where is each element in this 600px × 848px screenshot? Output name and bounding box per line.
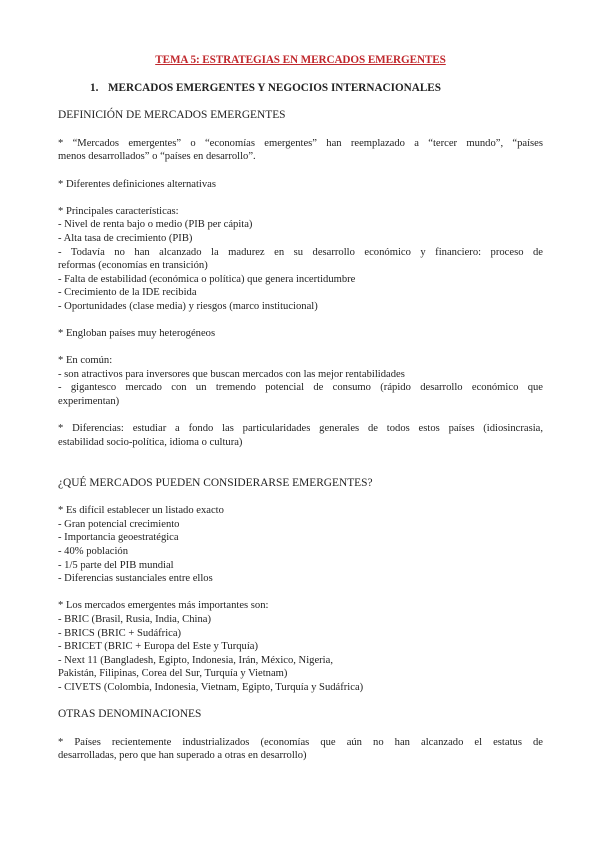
caracteristicas-block: [58, 205, 543, 314]
otras-heading: OTRAS DENOMINACIONES: [58, 708, 202, 721]
definiciones-alternativas: * Diferentes definiciones alternativas: [58, 178, 216, 190]
importantes-item: Pakistán, Filipinas, Corea del Sur, Turquía y Vietnam): [58, 668, 288, 680]
importantes-item: - BRICS (BRIC + Sudáfrica): [58, 627, 182, 639]
comun-heading: * En común:: [58, 355, 113, 367]
caracteristica-item: - Crecimiento de la IDE recibida: [58, 287, 197, 299]
definicion-intro: [58, 137, 543, 164]
importantes-item: - BRICET (BRIC + Europa del Este y Turquía): [58, 641, 258, 653]
que-mercados-list: [58, 504, 543, 586]
definicion-heading: DEFINICIÓN DE MERCADOS EMERGENTES: [58, 109, 286, 122]
caracteristica-item: reformas (economías en transición): [58, 260, 208, 272]
que-mercados-item: - Importancia geoestratégica: [58, 532, 179, 544]
comun-item: experimentan): [58, 396, 120, 408]
importantes-block: [58, 599, 543, 694]
section-1-text: MERCADOS EMERGENTES Y NEGOCIOS INTERNACIONALES: [108, 81, 441, 94]
que-mercados-item: - 1/5 parte del PIB mundial: [58, 559, 174, 571]
document-page: [58, 54, 543, 777]
otras-block: [58, 736, 543, 763]
caracteristica-item: - Todavía no han alcanzado la madurez en su desarrollo económico y financiero: proceso de: [58, 246, 543, 258]
que-mercados-heading: ¿QUÉ MERCADOS PUEDEN CONSIDERARSE EMERGENTES?: [58, 476, 373, 489]
importantes-item: - CIVETS (Colombia, Indonesia, Vietnam, Egipto, Turquía y Sudáfrica): [58, 681, 364, 693]
caracteristica-item: - Falta de estabilidad (económica o política) que genera incertidumbre: [58, 273, 356, 285]
que-mercados-item: - Diferencias sustanciales entre ellos: [58, 573, 213, 585]
importantes-item: - BRIC (Brasil, Rusia, India, China): [58, 613, 212, 625]
section-1-title: [90, 82, 543, 96]
que-mercados-item: - 40% población: [58, 546, 129, 557]
caracteristica-item: - Nivel de renta bajo o medio (PIB per cápita): [58, 219, 253, 231]
otras-line-2: desarrolladas, pero que han superado a otras en desarrollo): [58, 750, 307, 762]
otras-line-1: * Países recientemente industrializados (economías que aún no han alcanzado el estatus de: [58, 736, 543, 748]
diferencias-line-2: estabilidad socio-política, idioma o cultura): [58, 436, 243, 448]
caracteristica-item: - Oportunidades (clase media) y riesgos (marco institucional): [58, 300, 318, 312]
document-title: TEMA 5: ESTRATEGIAS EN MERCADOS EMERGENTES: [155, 54, 446, 66]
section-1-number: 1.: [90, 81, 99, 94]
definicion-intro-line-1: * “Mercados emergentes” o “economías emergentes” han reemplazado a “tercer mundo”, “países: [58, 137, 543, 149]
que-mercados-item: - Gran potencial crecimiento: [58, 518, 180, 530]
diferencias-block: [58, 422, 543, 449]
diferencias-line-1: * Diferencias: estudiar a fondo las particularidades generales de todos estos países (idiosincrasia,: [58, 423, 543, 435]
comun-block: [58, 354, 543, 408]
heterogeneos-line: * Engloban países muy heterogéneos: [58, 328, 216, 340]
definicion-intro-line-2: menos desarrollados” o “países en desarrollo”.: [58, 151, 256, 163]
comun-item: - gigantesco mercado con un tremendo potencial de consumo (rápido desarrollo económico que: [58, 382, 543, 394]
caracteristica-item: - Alta tasa de crecimiento (PIB): [58, 232, 193, 244]
importantes-item: - Next 11 (Bangladesh, Egipto, Indonesia, Irán, México, Nigeria,: [58, 654, 333, 666]
comun-item: - son atractivos para inversores que buscan mercados con las mejor rentabilidades: [58, 368, 405, 380]
caracteristicas-heading: * Principales características:: [58, 205, 179, 217]
importantes-heading: * Los mercados emergentes más importantes son:: [58, 600, 269, 612]
que-mercados-item: * Es difícil establecer un listado exacto: [58, 505, 224, 517]
